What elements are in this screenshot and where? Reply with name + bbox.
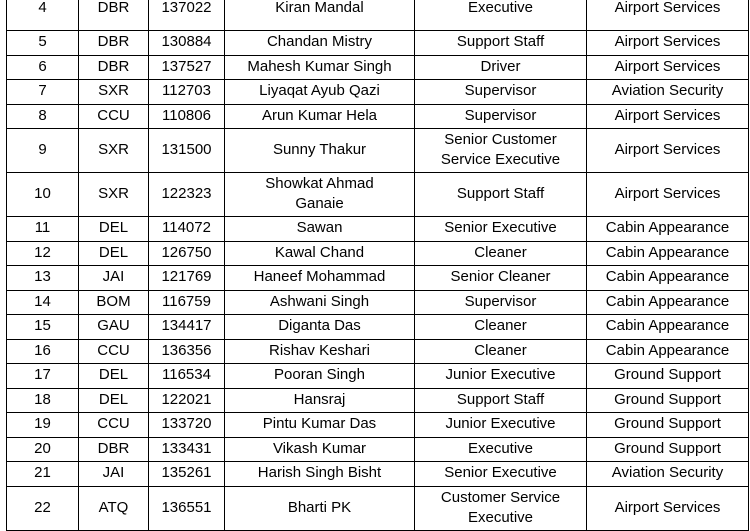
department-cell: Cabin Appearance [587, 290, 749, 315]
table-row [7, 266, 749, 291]
department-cell: Airport Services [587, 0, 749, 31]
designation-cell: Driver [415, 55, 587, 80]
station-cell: BOM [79, 290, 149, 315]
station-cell: DEL [79, 241, 149, 266]
station-cell: CCU [79, 339, 149, 364]
employee-id-cell: 133720 [149, 413, 225, 438]
serial-number-cell: 10 [7, 173, 79, 217]
employee-id-cell: 136551 [149, 486, 225, 530]
designation-cell: Senior Customer Service Executive [415, 129, 587, 173]
employee-name-cell: Harish Singh Bisht [225, 462, 415, 487]
employee-id-cell: 135261 [149, 462, 225, 487]
employee-name-cell: Mahesh Kumar Singh [225, 55, 415, 80]
department-cell: Airport Services [587, 173, 749, 217]
station-cell: ATQ [79, 486, 149, 530]
table-row [7, 462, 749, 487]
employee-table [6, 0, 749, 531]
designation-cell: Junior Executive [415, 413, 587, 438]
employee-id-cell: 133431 [149, 437, 225, 462]
employee-id-cell: 122021 [149, 388, 225, 413]
serial-number-cell: 18 [7, 388, 79, 413]
employee-id-cell: 134417 [149, 315, 225, 340]
department-cell: Airport Services [587, 31, 749, 56]
employee-table-body [7, 0, 749, 530]
table-row [7, 290, 749, 315]
employee-name-cell: Bharti PK [225, 486, 415, 530]
serial-number-cell: 5 [7, 31, 79, 56]
station-cell: DEL [79, 364, 149, 389]
employee-name-cell: Liyaqat Ayub Qazi [225, 80, 415, 105]
serial-number-cell: 20 [7, 437, 79, 462]
designation-cell: Cleaner [415, 339, 587, 364]
designation-cell: Supervisor [415, 104, 587, 129]
serial-number-cell: 17 [7, 364, 79, 389]
designation-cell: Cleaner [415, 315, 587, 340]
designation-cell: Supervisor [415, 80, 587, 105]
employee-name-cell: Sunny Thakur [225, 129, 415, 173]
department-cell: Airport Services [587, 129, 749, 173]
department-cell: Ground Support [587, 437, 749, 462]
employee-id-cell: 110806 [149, 104, 225, 129]
employee-id-cell: 121769 [149, 266, 225, 291]
department-cell: Ground Support [587, 413, 749, 438]
serial-number-cell: 13 [7, 266, 79, 291]
employee-name-cell: Pintu Kumar Das [225, 413, 415, 438]
station-cell: CCU [79, 104, 149, 129]
table-row [7, 315, 749, 340]
table-row [7, 217, 749, 242]
employee-id-cell: 116534 [149, 364, 225, 389]
table-row [7, 388, 749, 413]
station-cell: DBR [79, 31, 149, 56]
station-cell: DEL [79, 217, 149, 242]
department-cell: Aviation Security [587, 80, 749, 105]
employee-id-cell: 114072 [149, 217, 225, 242]
employee-id-cell: 136356 [149, 339, 225, 364]
designation-cell: Executive [415, 0, 587, 31]
serial-number-cell: 21 [7, 462, 79, 487]
employee-name-cell: Rishav Keshari [225, 339, 415, 364]
table-row [7, 129, 749, 173]
department-cell: Cabin Appearance [587, 266, 749, 291]
station-cell: DBR [79, 55, 149, 80]
department-cell: Cabin Appearance [587, 315, 749, 340]
station-cell: SXR [79, 173, 149, 217]
station-cell: SXR [79, 80, 149, 105]
table-row [7, 364, 749, 389]
table-row [7, 241, 749, 266]
table-row [7, 80, 749, 105]
employee-id-cell: 122323 [149, 173, 225, 217]
employee-name-cell: Vikash Kumar [225, 437, 415, 462]
employee-id-cell: 112703 [149, 80, 225, 105]
table-row [7, 104, 749, 129]
employee-name-cell: Chandan Mistry [225, 31, 415, 56]
table-row [7, 0, 749, 31]
designation-cell: Senior Cleaner [415, 266, 587, 291]
department-cell: Cabin Appearance [587, 339, 749, 364]
serial-number-cell: 6 [7, 55, 79, 80]
table-row [7, 437, 749, 462]
station-cell: DBR [79, 0, 149, 31]
department-cell: Airport Services [587, 486, 749, 530]
employee-id-cell: 126750 [149, 241, 225, 266]
station-cell: DBR [79, 437, 149, 462]
designation-cell: Support Staff [415, 173, 587, 217]
department-cell: Aviation Security [587, 462, 749, 487]
employee-name-cell: Ashwani Singh [225, 290, 415, 315]
designation-cell: Senior Executive [415, 462, 587, 487]
station-cell: CCU [79, 413, 149, 438]
table-row [7, 31, 749, 56]
department-cell: Airport Services [587, 104, 749, 129]
employee-id-cell: 137022 [149, 0, 225, 31]
serial-number-cell: 9 [7, 129, 79, 173]
table-row [7, 413, 749, 438]
department-cell: Ground Support [587, 388, 749, 413]
employee-id-cell: 116759 [149, 290, 225, 315]
employee-name-cell: Pooran Singh [225, 364, 415, 389]
designation-cell: Cleaner [415, 241, 587, 266]
station-cell: GAU [79, 315, 149, 340]
serial-number-cell: 14 [7, 290, 79, 315]
employee-name-cell: Haneef Mohammad [225, 266, 415, 291]
department-cell: Cabin Appearance [587, 217, 749, 242]
employee-id-cell: 137527 [149, 55, 225, 80]
department-cell: Airport Services [587, 55, 749, 80]
serial-number-cell: 15 [7, 315, 79, 340]
serial-number-cell: 12 [7, 241, 79, 266]
employee-name-cell: Diganta Das [225, 315, 415, 340]
department-cell: Ground Support [587, 364, 749, 389]
serial-number-cell: 11 [7, 217, 79, 242]
serial-number-cell: 8 [7, 104, 79, 129]
department-cell: Cabin Appearance [587, 241, 749, 266]
employee-name-cell: Kawal Chand [225, 241, 415, 266]
station-cell: JAI [79, 462, 149, 487]
designation-cell: Executive [415, 437, 587, 462]
employee-name-cell: Showkat Ahmad Ganaie [225, 173, 415, 217]
employee-name-cell: Kiran Mandal [225, 0, 415, 31]
designation-cell: Senior Executive [415, 217, 587, 242]
serial-number-cell: 4 [7, 0, 79, 31]
serial-number-cell: 7 [7, 80, 79, 105]
serial-number-cell: 19 [7, 413, 79, 438]
designation-cell: Customer Service Executive [415, 486, 587, 530]
table-row [7, 55, 749, 80]
table-row [7, 339, 749, 364]
designation-cell: Support Staff [415, 388, 587, 413]
station-cell: SXR [79, 129, 149, 173]
designation-cell: Supervisor [415, 290, 587, 315]
table-row [7, 486, 749, 530]
employee-name-cell: Sawan [225, 217, 415, 242]
employee-id-cell: 131500 [149, 129, 225, 173]
employee-id-cell: 130884 [149, 31, 225, 56]
station-cell: DEL [79, 388, 149, 413]
employee-name-cell: Arun Kumar Hela [225, 104, 415, 129]
employee-name-cell: Hansraj [225, 388, 415, 413]
serial-number-cell: 22 [7, 486, 79, 530]
designation-cell: Junior Executive [415, 364, 587, 389]
station-cell: JAI [79, 266, 149, 291]
table-row [7, 173, 749, 217]
designation-cell: Support Staff [415, 31, 587, 56]
serial-number-cell: 16 [7, 339, 79, 364]
